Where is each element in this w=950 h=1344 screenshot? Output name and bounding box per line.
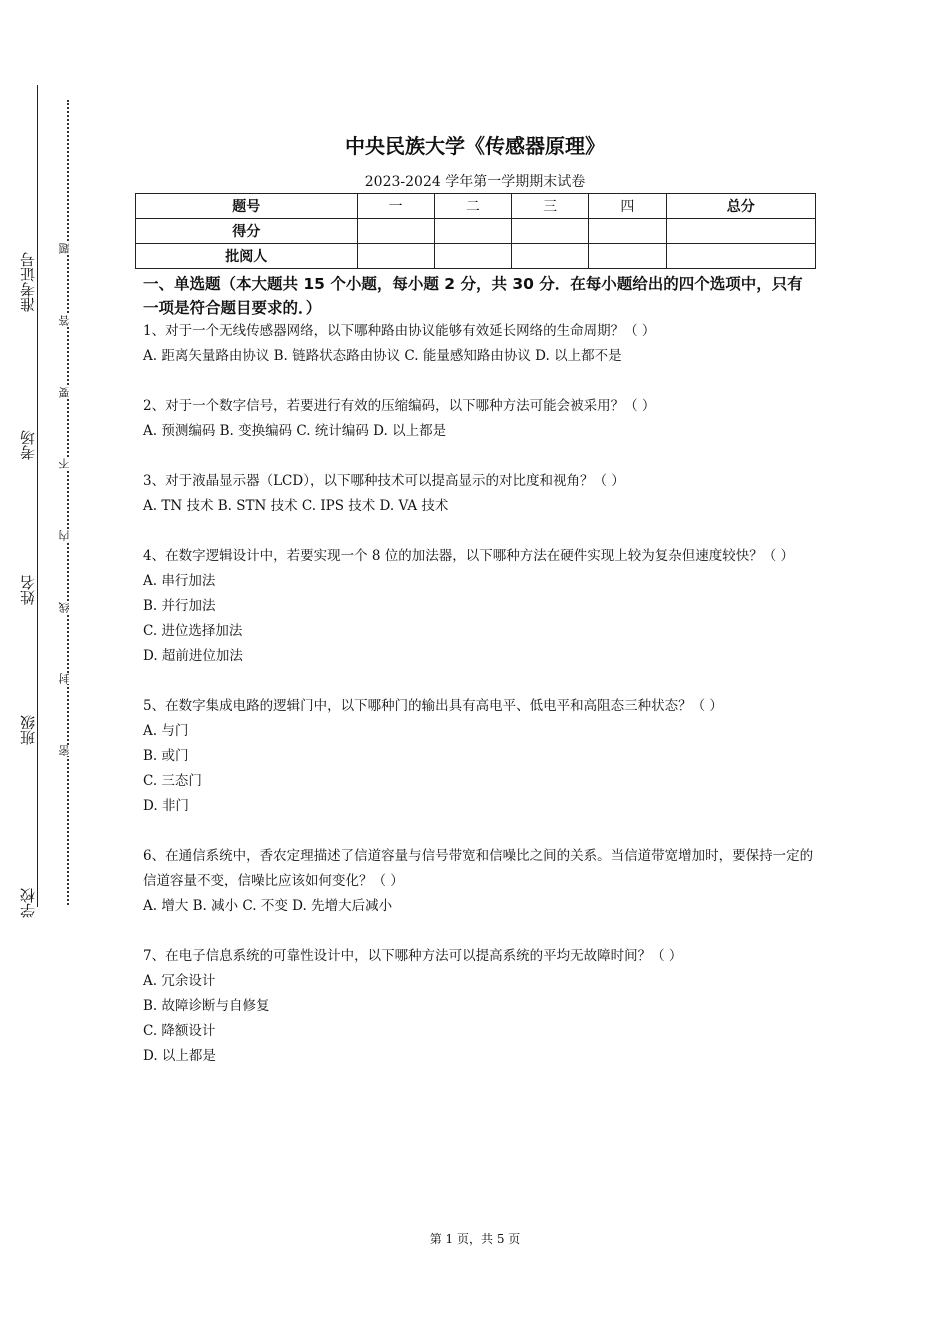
question-text: 6、在通信系统中，香农定理描述了信道容量与信号带宽和信噪比之间的关系。当信道带宽增加时，要保持一定的信道容量不变，信噪比应该如何变化？（ ）	[143, 848, 814, 889]
option-c: C. 进位选择加法	[143, 623, 243, 639]
seal-char: 要	[59, 387, 75, 398]
seal-char: 不	[59, 458, 75, 469]
table-cell: 得分	[136, 219, 358, 244]
table-cell: 题号	[136, 194, 358, 219]
option-a: A. 串行加法	[143, 573, 216, 589]
table-cell	[666, 219, 815, 244]
option-c: C. 三态门	[143, 773, 202, 789]
table-cell: 二	[434, 194, 511, 219]
question-5	[143, 694, 818, 819]
question-text: 2、对于一个数字信号，若要进行有效的压缩编码，以下哪种方法可能会被采用？（ ）	[143, 398, 656, 414]
question-options: A. 预测编码 B. 变换编码 C. 统计编码 D. 以上都是	[143, 423, 447, 439]
name-label: 姓名	[19, 575, 37, 605]
table-row	[136, 194, 816, 219]
option-d: D. 以上都是	[143, 1048, 216, 1064]
exam-id-label: 准考证号	[19, 252, 37, 312]
question-list	[143, 319, 818, 1094]
table-cell	[434, 219, 511, 244]
table-cell: 四	[589, 194, 666, 219]
option-c: C. 降额设计	[143, 1023, 216, 1039]
option-b: B. 并行加法	[143, 598, 216, 614]
table-cell	[589, 244, 666, 269]
seal-dotted-line	[67, 100, 69, 905]
class-label: 班级	[19, 715, 37, 745]
section-heading: 一、单选题（本大题共 15 个小题，每小题 2 分，共 30 分．在每小题给出的四个选项中，只有一项是符合题目要求的．）	[143, 275, 803, 317]
question-2	[143, 394, 818, 444]
table-cell: 三	[512, 194, 589, 219]
question-6	[143, 844, 818, 919]
seal-char: 线	[59, 602, 75, 613]
seal-char: 密	[59, 745, 75, 756]
question-options: A. 距离矢量路由协议 B. 链路状态路由协议 C. 能量感知路由协议 D. 以上都不是	[143, 348, 622, 364]
table-cell	[434, 244, 511, 269]
table-cell	[589, 219, 666, 244]
table-row	[136, 244, 816, 269]
question-options: A. 增大 B. 减小 C. 不变 D. 先增大后减小	[143, 898, 393, 914]
page-number: 第 1 页，共 5 页	[429, 1232, 521, 1246]
exam-subtitle: 2023-2024 学年第一学期期末试卷	[364, 174, 586, 190]
table-cell: 一	[357, 194, 434, 219]
score-table	[135, 193, 816, 269]
table-row	[136, 219, 816, 244]
seal-char: 答	[59, 315, 75, 326]
seal-char: 内	[59, 530, 75, 541]
seal-char: 封	[59, 673, 75, 684]
question-7	[143, 944, 818, 1069]
question-4	[143, 544, 818, 669]
table-cell	[666, 244, 815, 269]
question-options: A. TN 技术 B. STN 技术 C. IPS 技术 D. VA 技术	[143, 498, 449, 514]
option-d: D. 超前进位加法	[143, 648, 243, 664]
question-text: 7、在电子信息系统的可靠性设计中，以下哪种方法可以提高系统的平均无故障时间？（ ）	[143, 948, 683, 964]
binding-line	[37, 85, 38, 907]
table-cell	[512, 244, 589, 269]
question-text: 1、对于一个无线传感器网络，以下哪种路由协议能够有效延长网络的生命周期？（ ）	[143, 323, 656, 339]
question-text: 5、在数字集成电路的逻辑门中，以下哪种门的输出具有高电平、低电平和高阻态三种状态？（ ）	[143, 698, 723, 714]
option-a: A. 冗余设计	[143, 973, 216, 989]
school-label: 学校	[19, 888, 37, 918]
exam-room-label: 考场	[19, 430, 37, 460]
option-a: A. 与门	[143, 723, 189, 739]
question-text: 4、在数字逻辑设计中，若要实现一个 8 位的加法器，以下哪种方法在硬件实现上较为复杂但速度较快？（ ）	[143, 548, 795, 564]
option-d: D. 非门	[143, 798, 189, 814]
question-1	[143, 319, 818, 369]
question-text: 3、对于液晶显示器（LCD），以下哪种技术可以提高显示的对比度和视角？（ ）	[143, 473, 625, 489]
question-3	[143, 469, 818, 519]
exam-title: 中央民族大学《传感器原理》	[345, 134, 605, 158]
table-cell	[512, 219, 589, 244]
table-cell	[357, 244, 434, 269]
table-cell: 批阅人	[136, 244, 358, 269]
option-b: B. 或门	[143, 748, 189, 764]
seal-char: 题	[59, 243, 75, 254]
table-cell: 总分	[666, 194, 815, 219]
table-cell	[357, 219, 434, 244]
option-b: B. 故障诊断与自修复	[143, 998, 270, 1014]
